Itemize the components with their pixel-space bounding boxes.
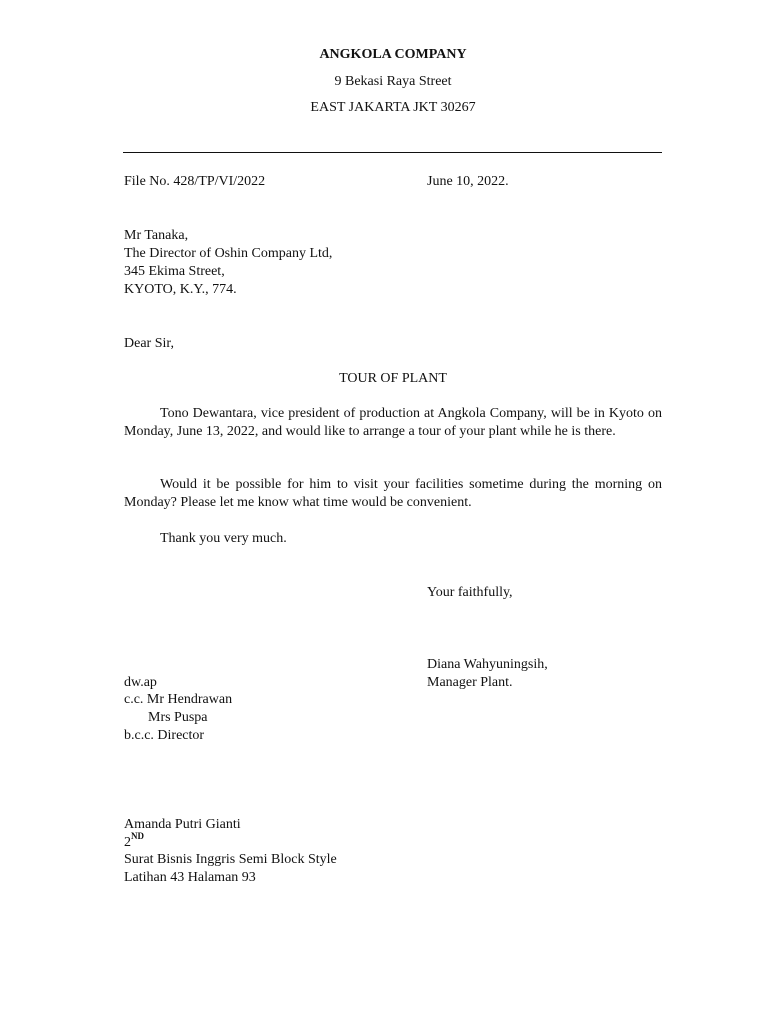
complimentary-close: Your faithfully, [427, 585, 513, 600]
cc-line: c.c. Mr Hendrawan [124, 692, 233, 707]
signer-title: Manager Plant. [427, 675, 513, 690]
footer-grade [124, 831, 144, 852]
grade-number: 2 [124, 835, 131, 850]
footer-author: Amanda Putri Gianti [124, 817, 241, 832]
reference-initials: dw.ap [124, 675, 157, 690]
inside-address-line: 345 Ekima Street, [124, 264, 225, 279]
body-paragraph: Would it be possible for him to visit your facilities sometime during the morning on Monday? Please let me know what time would be convenient. [124, 477, 662, 510]
cc-line: Mrs Puspa [148, 710, 208, 725]
company-city: EAST JAKARTA JKT 30267 [310, 100, 476, 115]
grade-suffix: ND [131, 831, 144, 842]
inside-address-line: KYOTO, K.Y., 774. [124, 282, 237, 297]
footer-line: Latihan 43 Halaman 93 [124, 870, 256, 885]
inside-address-line: The Director of Oshin Company Ltd, [124, 246, 333, 261]
footer-line: Surat Bisnis Inggris Semi Block Style [124, 852, 337, 867]
body-paragraph: Tono Dewantara, vice president of production at Angkola Company, will be in Kyoto on Monday, June 13, 2022, and would like to arrange a tour of your plant while he is there. [124, 406, 662, 439]
bcc-line: b.c.c. Director [124, 728, 205, 743]
signer-name: Diana Wahyuningsih, [427, 657, 548, 672]
subject-line: TOUR OF PLANT [339, 371, 447, 386]
body-paragraph: Thank you very much. [160, 531, 287, 546]
company-name: ANGKOLA COMPANY [319, 47, 467, 62]
salutation: Dear Sir, [124, 336, 174, 351]
inside-address-line: Mr Tanaka, [124, 228, 189, 243]
company-street: 9 Bekasi Raya Street [334, 74, 452, 89]
letter-date: June 10, 2022. [427, 174, 509, 189]
letterhead-divider [123, 152, 662, 153]
file-number: File No. 428/TP/VI/2022 [124, 174, 266, 189]
